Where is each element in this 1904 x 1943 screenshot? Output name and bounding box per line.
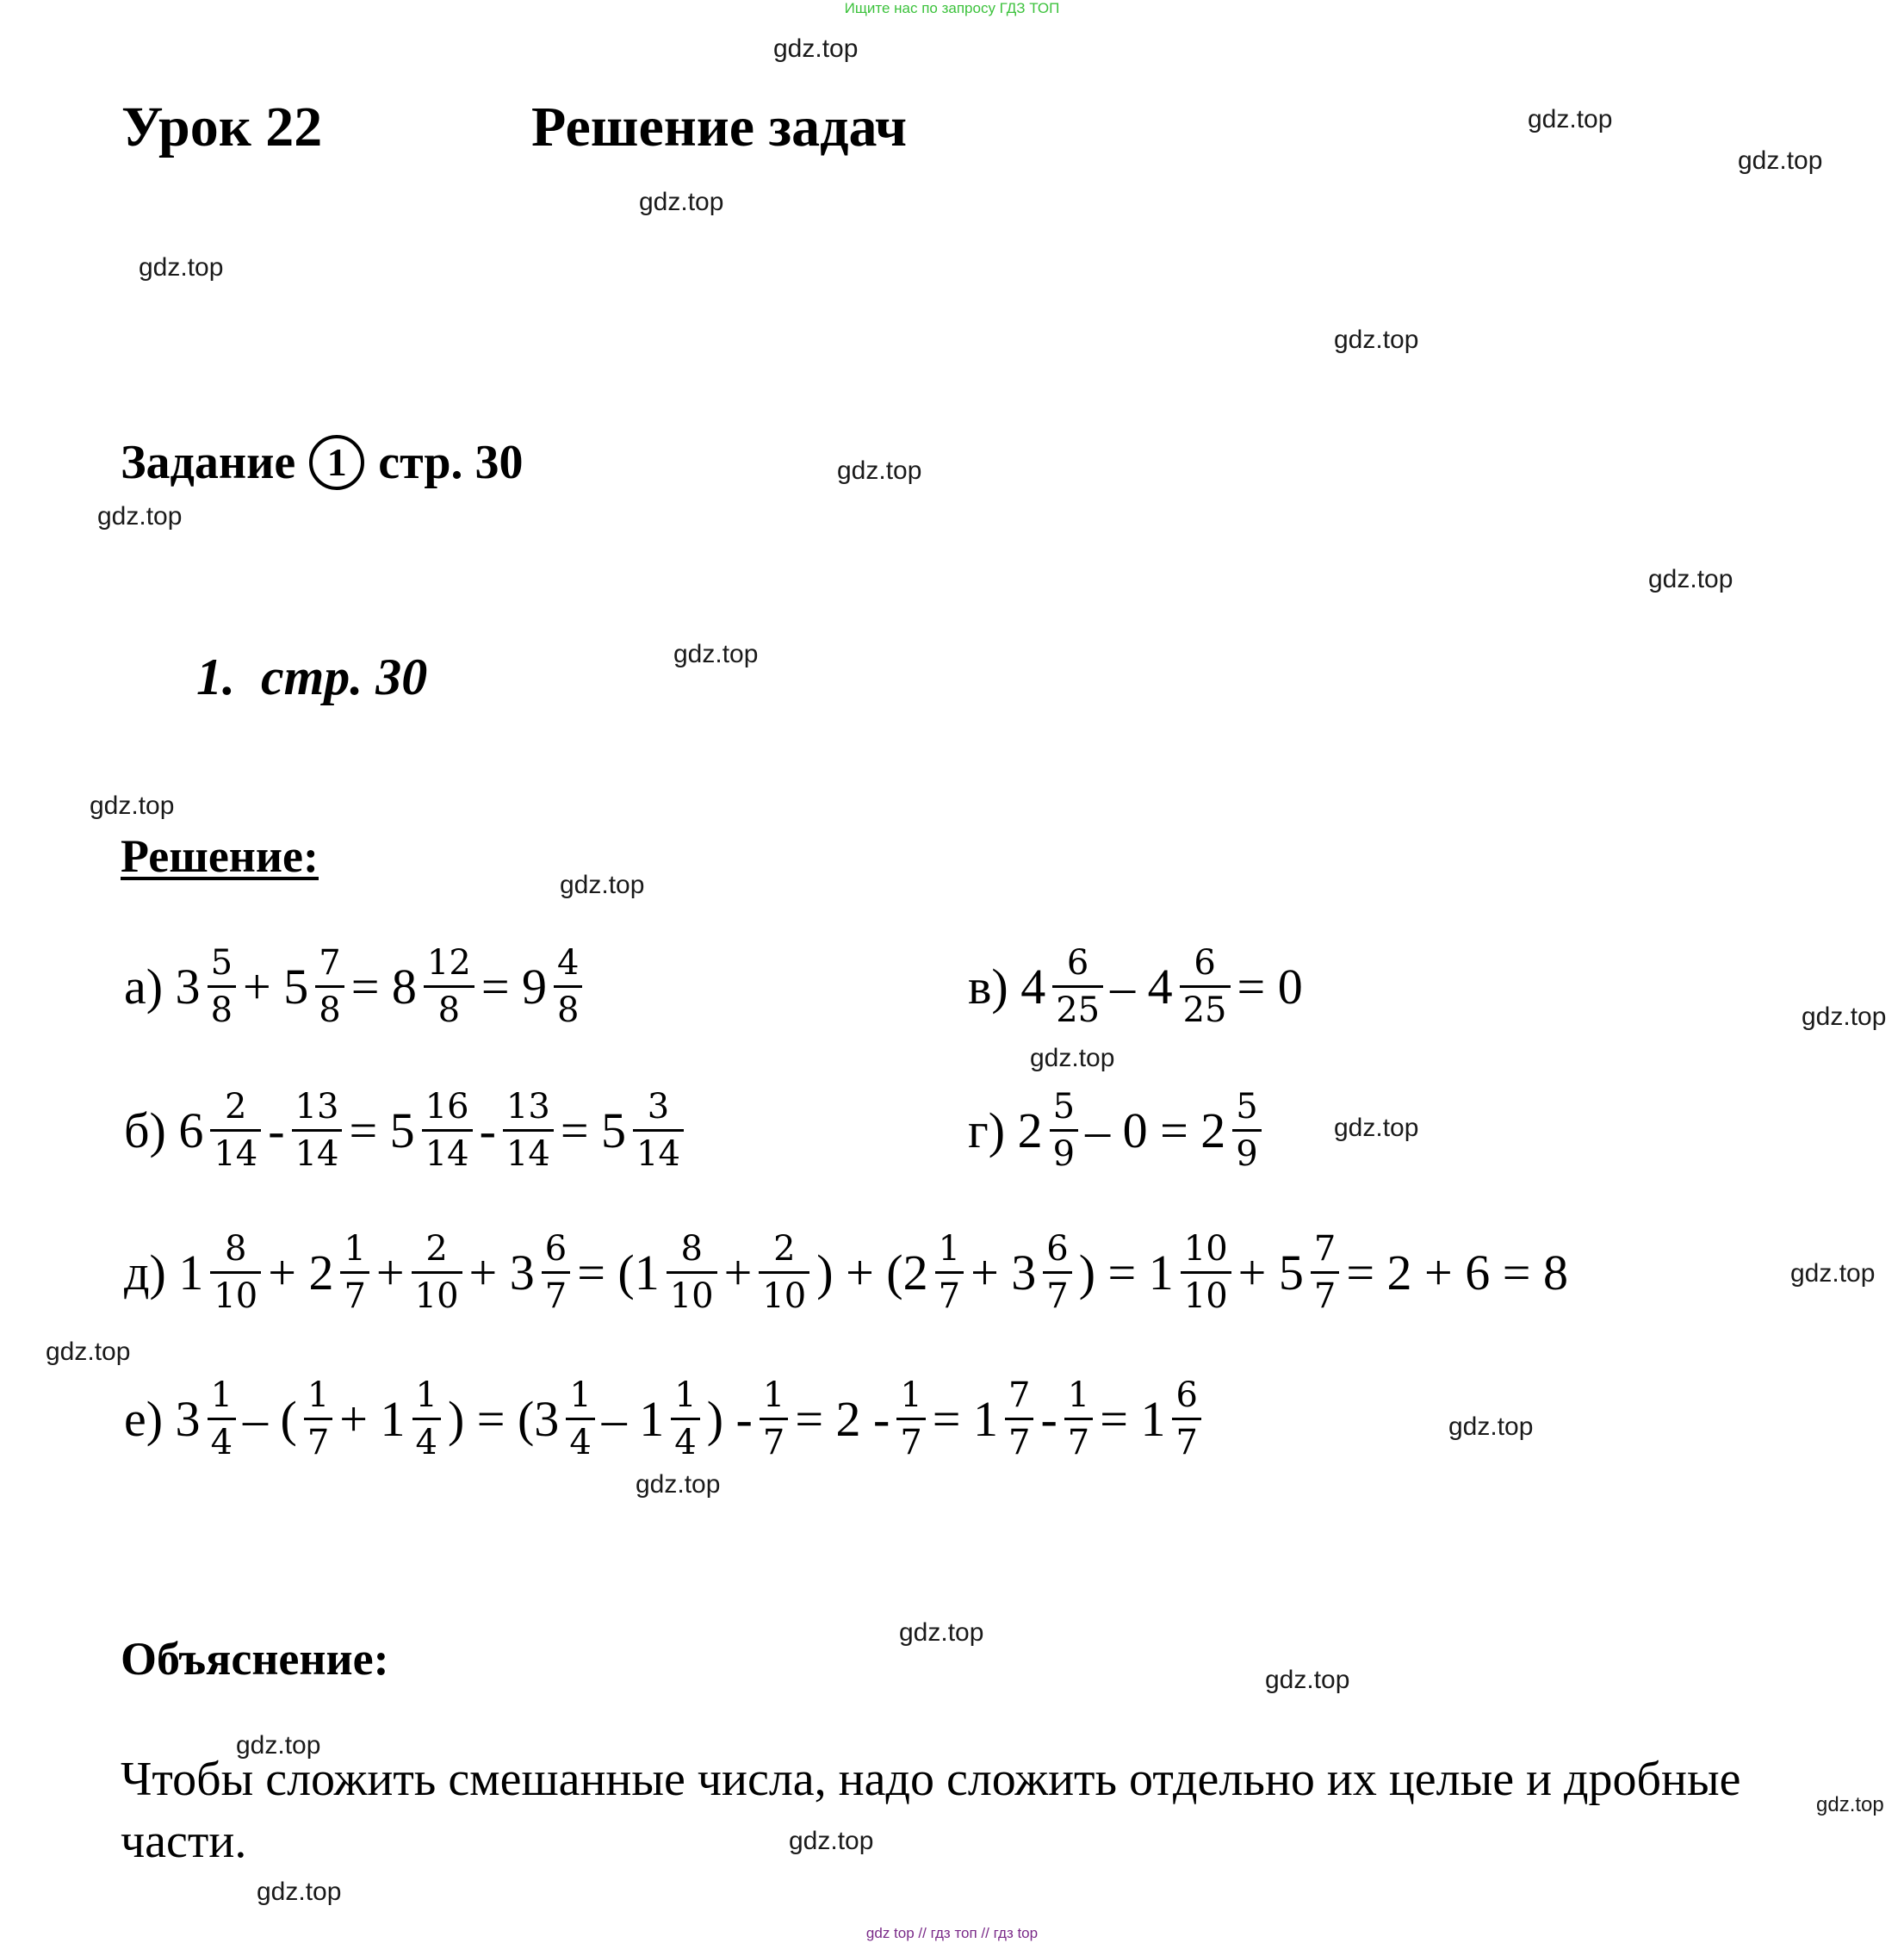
watermark: gdz.top	[1265, 1666, 1350, 1694]
lesson-title: Решение задач	[531, 96, 908, 158]
watermark: gdz.top	[236, 1731, 321, 1760]
fraction	[1043, 1229, 1071, 1316]
fraction	[1064, 1375, 1093, 1462]
fraction-denominator: 4	[210, 1423, 233, 1462]
fraction	[1311, 1229, 1339, 1316]
watermark: gdz.top	[139, 253, 224, 282]
fraction-numerator: 6	[1194, 943, 1216, 983]
lesson-label: Урок 22	[121, 96, 323, 158]
fraction-denominator: 7	[1175, 1423, 1198, 1462]
equation-term: д) 1	[124, 1244, 204, 1301]
fraction-denominator: 7	[1046, 1276, 1069, 1316]
equation-d	[121, 1229, 1572, 1316]
fraction	[566, 1375, 594, 1462]
fraction	[422, 1087, 473, 1174]
fraction	[424, 943, 474, 1030]
equation-a	[121, 943, 586, 1030]
fraction-numerator: 7	[319, 943, 341, 983]
fraction	[759, 1229, 809, 1316]
fraction-denominator: 8	[210, 990, 233, 1030]
fraction-numerator: 1	[415, 1375, 437, 1415]
fraction-numerator: 6	[1066, 943, 1089, 983]
fraction-denominator: 7	[344, 1276, 366, 1316]
solution-heading: Решение:	[121, 830, 319, 882]
equation-term: -	[1040, 1390, 1057, 1447]
equation-term: + 5	[243, 958, 309, 1015]
equation-term: б) 6	[124, 1102, 204, 1158]
explanation-heading: Объяснение:	[121, 1633, 389, 1685]
watermark: gdz.top	[1334, 1114, 1419, 1142]
fraction	[412, 1229, 462, 1316]
fraction-numerator: 6	[544, 1229, 567, 1269]
fraction	[667, 1229, 717, 1316]
fraction	[208, 1375, 236, 1462]
equation-term: е) 3	[124, 1390, 201, 1447]
watermark: gdz.top	[1648, 565, 1733, 593]
watermark: gdz.top	[97, 502, 183, 531]
watermark: gdz.top	[773, 34, 859, 63]
fraction-numerator: 1	[344, 1229, 366, 1269]
equation-term: = 0	[1237, 958, 1303, 1015]
watermark: gdz.top	[1816, 1793, 1884, 1816]
fraction-numerator: 1	[307, 1375, 330, 1415]
fraction-numerator: 1	[569, 1375, 592, 1415]
equation-term: + 3	[468, 1244, 535, 1301]
fraction-denominator: 9	[1052, 1134, 1076, 1174]
fraction-numerator: 1	[900, 1375, 922, 1415]
fraction-denominator: 10	[1183, 1276, 1228, 1316]
equation-term: – 0 = 2	[1085, 1102, 1226, 1158]
equation-term: = 5	[560, 1102, 627, 1158]
fraction-numerator: 1	[1067, 1375, 1090, 1415]
fraction	[1232, 1087, 1261, 1174]
fraction	[633, 1087, 684, 1174]
fraction	[304, 1375, 332, 1462]
fraction-denominator: 7	[1067, 1423, 1090, 1462]
watermark: gdz.top	[636, 1470, 721, 1499]
equation-term: + 5	[1237, 1244, 1304, 1301]
watermark: gdz.top	[560, 871, 645, 899]
watermark: gdz.top	[1790, 1259, 1876, 1288]
watermark: gdz.top	[899, 1618, 984, 1647]
fraction-denominator: 10	[762, 1276, 807, 1316]
equation-term: ) -	[706, 1390, 753, 1447]
equation-term: – (	[243, 1390, 297, 1447]
fraction	[503, 1087, 554, 1174]
fraction-denominator: 10	[414, 1276, 459, 1316]
fraction-denominator: 7	[762, 1423, 785, 1462]
fraction	[671, 1375, 699, 1462]
fraction-numerator: 8	[680, 1229, 703, 1269]
fraction-denominator: 7	[900, 1423, 922, 1462]
watermark: gdz.top	[1030, 1044, 1115, 1072]
equation-term: = 1	[932, 1390, 999, 1447]
fraction-denominator: 7	[1313, 1276, 1337, 1316]
task-word: Задание	[121, 436, 296, 489]
equation-term: -	[479, 1102, 496, 1158]
fraction-numerator: 1	[762, 1375, 785, 1415]
fraction	[315, 943, 344, 1030]
fraction-numerator: 5	[1052, 1087, 1076, 1127]
watermark: gdz.top	[1528, 105, 1613, 133]
fraction-numerator: 13	[505, 1087, 550, 1127]
fraction	[1181, 1229, 1231, 1316]
watermark: gdz.top	[1448, 1412, 1534, 1441]
fraction	[935, 1229, 964, 1316]
fraction-numerator: 2	[773, 1229, 796, 1269]
watermark: gdz.top	[257, 1878, 342, 1906]
fraction-denominator: 8	[319, 990, 341, 1030]
watermark: gdz.top	[639, 188, 724, 216]
fraction-numerator: 2	[425, 1229, 448, 1269]
fraction-numerator: 7	[1313, 1229, 1337, 1269]
task-heading	[121, 435, 523, 490]
fraction-numerator: 8	[225, 1229, 247, 1269]
fraction	[1050, 1087, 1078, 1174]
watermark: gdz.top	[673, 640, 759, 668]
equation-term: = 2 -	[795, 1390, 890, 1447]
exercise-reference: 1. стр. 30	[196, 649, 428, 705]
equation-term: – 4	[1110, 958, 1173, 1015]
equation-term: + 2	[268, 1244, 334, 1301]
fraction-numerator: 3	[647, 1087, 670, 1127]
fraction-denominator: 8	[437, 990, 461, 1030]
fraction	[1172, 1375, 1200, 1462]
fraction	[208, 943, 236, 1030]
fraction	[542, 1229, 570, 1316]
fraction-denominator: 10	[214, 1276, 258, 1316]
equation-term: -	[268, 1102, 285, 1158]
equation-term: + 1	[339, 1390, 406, 1447]
fraction-numerator: 5	[1236, 1087, 1258, 1127]
fraction-denominator: 7	[1008, 1423, 1031, 1462]
fraction-denominator: 4	[674, 1423, 697, 1462]
task-number-circle: 1	[309, 435, 364, 490]
equation-v	[964, 943, 1306, 1030]
fraction-denominator: 14	[214, 1134, 258, 1174]
fraction-numerator: 1	[938, 1229, 961, 1269]
fraction-denominator: 7	[307, 1423, 330, 1462]
fraction-numerator: 2	[225, 1087, 247, 1127]
equation-term: + 3	[971, 1244, 1037, 1301]
equation-term: = (1	[577, 1244, 660, 1301]
equation-b	[121, 1087, 687, 1174]
task-page: стр. 30	[378, 436, 524, 489]
equation-term: = 1	[1100, 1390, 1166, 1447]
equation-term: +	[375, 1244, 405, 1301]
equation-term: – 1	[601, 1390, 665, 1447]
fraction-numerator: 5	[210, 943, 233, 983]
fraction-numerator: 6	[1175, 1375, 1198, 1415]
fraction-numerator: 10	[1183, 1229, 1228, 1269]
equation-term: в) 4	[968, 958, 1046, 1015]
fraction	[1005, 1375, 1033, 1462]
fraction-numerator: 6	[1046, 1229, 1069, 1269]
equation-term: а) 3	[124, 958, 201, 1015]
fraction	[554, 943, 582, 1030]
fraction-denominator: 10	[669, 1276, 714, 1316]
watermark: gdz.top	[46, 1338, 131, 1366]
equation-term: ) = 1	[1078, 1244, 1174, 1301]
watermark: gdz.top	[1334, 326, 1419, 354]
bottom-banner: gdz top // гдз топ // гдз top	[865, 1925, 1039, 1941]
fraction	[292, 1087, 343, 1174]
fraction-denominator: 14	[295, 1134, 339, 1174]
equation-term: г) 2	[968, 1102, 1043, 1158]
fraction-numerator: 1	[210, 1375, 233, 1415]
equation-e	[121, 1375, 1205, 1462]
fraction	[340, 1229, 369, 1316]
watermark: gdz.top	[789, 1827, 874, 1855]
fraction-numerator: 4	[557, 943, 580, 983]
equation-g	[964, 1087, 1265, 1174]
explanation-text: Чтобы сложить смешанные числа, надо сложить отдельно их целые и дробные части.	[121, 1753, 1741, 1868]
fraction	[210, 1087, 261, 1174]
fraction	[1052, 943, 1103, 1030]
fraction-denominator: 25	[1182, 990, 1227, 1030]
equation-term: +	[723, 1244, 753, 1301]
fraction-denominator: 25	[1056, 990, 1101, 1030]
fraction-numerator: 1	[674, 1375, 697, 1415]
fraction-denominator: 14	[505, 1134, 550, 1174]
fraction-denominator: 14	[636, 1134, 680, 1174]
fraction-numerator: 13	[295, 1087, 339, 1127]
fraction-numerator: 12	[426, 943, 471, 983]
equation-term: = 2 + 6 = 8	[1346, 1244, 1568, 1301]
equation-term: ) + (2	[816, 1244, 928, 1301]
watermark: gdz.top	[1738, 146, 1823, 175]
fraction-denominator: 14	[425, 1134, 469, 1174]
fraction-numerator: 16	[425, 1087, 469, 1127]
equation-term: = 9	[481, 958, 548, 1015]
fraction-denominator: 8	[557, 990, 580, 1030]
equation-term: = 8	[350, 958, 417, 1015]
fraction-denominator: 4	[569, 1423, 592, 1462]
fraction	[412, 1375, 441, 1462]
watermark: gdz.top	[837, 456, 922, 485]
fraction-denominator: 7	[938, 1276, 961, 1316]
fraction	[210, 1229, 261, 1316]
fraction-denominator: 7	[544, 1276, 567, 1316]
fraction	[896, 1375, 925, 1462]
fraction-numerator: 7	[1008, 1375, 1031, 1415]
fraction-denominator: 4	[415, 1423, 437, 1462]
equation-term: = 5	[349, 1102, 415, 1158]
equation-term: ) = (3	[447, 1390, 560, 1447]
fraction	[1180, 943, 1231, 1030]
watermark: gdz.top	[1802, 1003, 1887, 1031]
fraction-denominator: 9	[1236, 1134, 1258, 1174]
fraction	[760, 1375, 788, 1462]
watermark: gdz.top	[90, 791, 175, 820]
top-banner: Ищите нас по запросу ГДЗ ТОП	[844, 0, 1060, 16]
